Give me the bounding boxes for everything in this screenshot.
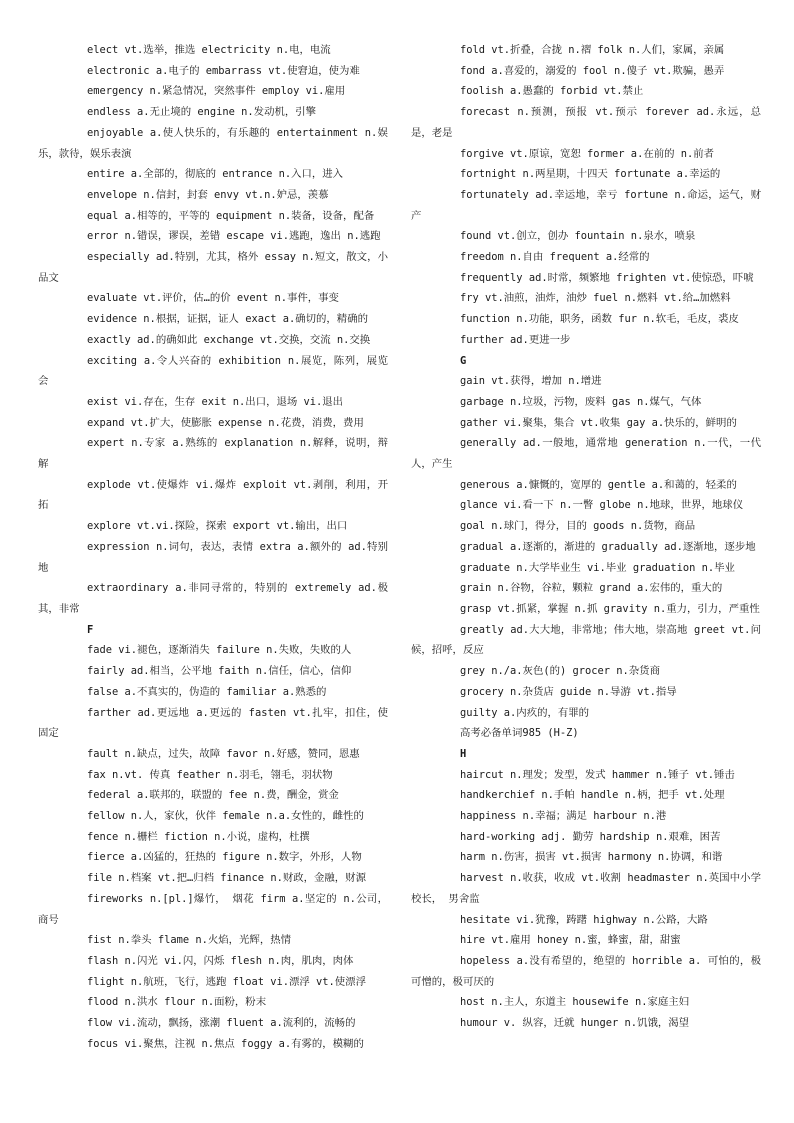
vocab-entry: generally ad.一般地，通常地 generation n.一代，一代人，产生 xyxy=(411,437,761,471)
vocab-entry: harvest n.收获，收成 vt.收割 headmaster n.英国中小学校长， 男舍监 xyxy=(411,872,761,905)
vocab-entry: frequently ad.时常，频繁地 frighten vt.使惊恐，吓唬 xyxy=(460,271,754,284)
vocab-entry: greatly ad.大大地，非常地；伟大地，崇高地 greet vt.问候，招呼，反应 xyxy=(411,623,761,657)
vocab-entry: grocery n.杂货店 guide n.导游 vt.指导 xyxy=(460,685,677,698)
vocab-entry: endless a.无止境的 engine n.发动机，引擎 xyxy=(87,106,317,119)
vocab-entry: farther ad.更远地 a.更远的 fasten vt.扎牢，扣住，使固定 xyxy=(38,706,388,740)
vocab-entry: false a.不真实的，伪造的 familiar a.熟悉的 xyxy=(87,685,327,698)
vocab-entry: forgive vt.原谅，宽恕 former a.在前的 n.前者 xyxy=(460,147,715,160)
vocab-entry: happiness n.幸福；满足 harbour n.港 xyxy=(460,810,667,823)
letter-heading: H xyxy=(460,747,467,760)
vocab-entry: fade vi.褪色，逐渐消失 failure n.失败，失败的人 xyxy=(87,644,352,657)
vocab-entry: explode vt.使爆炸 vi.爆炸 exploit vt.剥削，利用，开拓 xyxy=(38,478,388,512)
vocab-entry: grey n./a.灰色(的) grocer n.杂货商 xyxy=(460,665,660,678)
vocab-entry: evaluate vt.评价，估…的价 event n.事件，事变 xyxy=(87,292,339,305)
vocab-entry: forecast n.预测，预报 vt.预示 forever ad.永远，总是，老是 xyxy=(411,106,761,139)
vocab-entry: goal n.球门，得分，目的 goods n.货物，商品 xyxy=(460,520,696,533)
vocab-entry: host n.主人，东道主 housewife n.家庭主妇 xyxy=(460,996,690,1009)
vocab-entry: elect vt.选举，推选 electricity n.电，电流 xyxy=(87,44,331,56)
vocab-entry: exactly ad.的确如此 exchange vt.交换，交流 n.交换 xyxy=(87,333,371,346)
vocab-entry: equal a.相等的，平等的 equipment n.装备，设备，配备 xyxy=(87,209,375,222)
vocab-entry: fierce a.凶猛的，狂热的 figure n.数字，外形，人物 xyxy=(87,851,362,864)
vocab-entry: expression n.词句，表达，表情 extra a.额外的 ad.特别地 xyxy=(38,540,388,574)
vocab-entry: fault n.缺点，过失，故障 favor n.好感，赞同，恩惠 xyxy=(87,747,360,760)
vocab-entry: focus vi.聚焦，注视 n.焦点 foggy a.有雾的，模糊的 xyxy=(87,1037,364,1050)
vocab-entry: hopeless a.没有希望的，绝望的 horrible a. 可怕的，极可憎的，极可厌的 xyxy=(411,954,761,988)
vocab-entry: further ad.更进一步 xyxy=(460,333,571,346)
vocab-entry: found vt.创立，创办 fountain n.泉水，喷泉 xyxy=(460,230,696,243)
vocab-entry: function n.功能，职务，函数 fur n.软毛，毛皮，裘皮 xyxy=(460,313,739,326)
letter-heading: F xyxy=(87,623,94,636)
vocab-entry: enjoyable a.使人快乐的，有乐趣的 entertainment n.娱乐，款待，娱乐表演 xyxy=(38,126,388,160)
vocab-entry: envelope n.信封，封套 envy vt.n.妒忌，羡慕 xyxy=(87,188,329,201)
vocab-entry: hard-working adj. 勤劳 hardship n.艰难，困苦 xyxy=(460,830,721,843)
vocab-entry: evidence n.根据，证据，证人 exact a.确切的，精确的 xyxy=(87,313,368,326)
vocab-entry: humour v. 纵容，迁就 hunger n.饥饿，渴望 xyxy=(460,1017,690,1030)
vocab-entry: emergency n.紧急情况，突然事件 employ vi.雇用 xyxy=(87,85,346,98)
vocab-entry: extraordinary a.非同寻常的，特别的 extremely ad.极其，非常 xyxy=(38,582,388,615)
vocab-entry: federal a.联邦的，联盟的 fee n.费，酬金，赏金 xyxy=(87,789,339,802)
vocab-entry: exciting a.令人兴奋的 exhibition n.展览，陈列，展览会 xyxy=(38,354,388,388)
vocab-entry: error n.错误，谬误，差错 escape vi.逃跑，逸出 n.逃跑 xyxy=(87,230,381,243)
vocab-entry: flood n.洪水 flour n.面粉，粉末 xyxy=(87,996,267,1009)
vocab-entry: entire a.全部的，彻底的 entrance n.入口，进入 xyxy=(87,168,344,181)
vocab-entry: fairly ad.相当，公平地 faith n.信任，信心，信仰 xyxy=(87,665,352,678)
vocab-entry: foolish a.愚蠢的 forbid vt.禁止 xyxy=(460,85,644,98)
vocab-entry: fond a.喜爱的，溺爱的 fool n.傻子 vt.欺骗，愚弄 xyxy=(460,64,725,77)
vocab-entry: fist n.拳头 flame n.火焰，光辉，热情 xyxy=(87,934,291,947)
left-column xyxy=(38,40,388,1054)
vocab-entry: fortnight n.两星期，十四天 fortunate a.幸运的 xyxy=(460,168,721,181)
vocab-entry: flow vi.流动，飘扬，涨潮 fluent a.流利的，流畅的 xyxy=(87,1017,356,1030)
vocab-entry: fry vt.油煎，油炸，油炒 fuel n.燃料 vt.给…加燃料 xyxy=(460,292,731,305)
vocab-entry: fellow n.人，家伙，伙伴 female n.a.女性的，雌性的 xyxy=(87,810,364,823)
vocab-entry: explore vt.vi.探险，探索 export vt.输出，出口 xyxy=(87,520,348,533)
vocab-entry: fax n.vt. 传真 feather n.羽毛，翎毛，羽状物 xyxy=(87,768,333,781)
vocab-entry: harm n.伤害，损害 vt.损害 harmony n.协调，和谐 xyxy=(460,851,723,864)
vocab-entry: fold vt.折叠，合拢 n.褶 folk n.人们，家属，亲属 xyxy=(460,44,725,56)
vocab-entry: flight n.航班，飞行，逃跑 float vi.漂浮 vt.使漂浮 xyxy=(87,975,366,988)
vocab-entry: glance vi.看一下 n.一瞥 globe n.地球，世界，地球仪 xyxy=(460,499,744,512)
vocab-entry: handkerchief n.手帕 handle n.柄，把手 vt.处理 xyxy=(460,789,725,802)
vocab-entry: fortunately ad.幸运地，幸亏 fortune n.命运，运气，财产 xyxy=(411,188,761,222)
vocab-entry: fence n.栅栏 fiction n.小说，虚构，杜撰 xyxy=(87,830,310,843)
vocab-entry: gain vt.获得，增加 n.增进 xyxy=(460,375,602,388)
vocab-entry: electronic a.电子的 embarrass vt.使窘迫，使为难 xyxy=(87,64,360,77)
vocab-entry: file n.档案 vt.把…归档 finance n.财政，金融，财源 xyxy=(87,872,366,885)
vocab-entry: generous a.慷慨的，宽厚的 gentle a.和蔼的，轻柔的 xyxy=(460,478,737,491)
vocab-entry: grain n.谷物，谷粒，颗粒 grand a.宏伟的，重大的 xyxy=(460,582,723,595)
vocab-entry: hesitate vi.犹豫，踌躇 highway n.公路，大路 xyxy=(460,913,708,926)
vocab-entry: garbage n.垃圾，污物，废料 gas n.煤气，气体 xyxy=(460,395,702,408)
vocab-entry: especially ad.特别，尤其，格外 essay n.短文，散文，小品文 xyxy=(38,251,388,284)
right-column xyxy=(411,40,761,1034)
vocab-entry: expert n.专家 a.熟练的 explanation n.解释，说明，辩解 xyxy=(38,437,388,471)
vocab-entry: 高考必备单词985 (H-Z) xyxy=(460,727,579,740)
vocab-entry: grasp vt.抓紧，掌握 n.抓 gravity n.重力，引力，严重性 xyxy=(460,602,760,615)
letter-heading: G xyxy=(460,354,467,367)
vocab-entry: haircut n.理发；发型，发式 hammer n.锤子 vt.锤击 xyxy=(460,768,735,781)
vocab-entry: exist vi.存在，生存 exit n.出口，退场 vi.退出 xyxy=(87,395,344,408)
vocab-entry: gradual a.逐渐的，渐进的 gradually ad.逐渐地，逐步地 xyxy=(460,540,756,553)
vocab-entry: expand vt.扩大，使膨胀 expense n.花费，消费，费用 xyxy=(87,416,364,429)
vocab-entry: freedom n.自由 frequent a.经常的 xyxy=(460,251,650,264)
vocab-entry: graduate n.大学毕业生 vi.毕业 graduation n.毕业 xyxy=(460,561,735,574)
vocab-entry: flash n.闪光 vi.闪，闪烁 flesh n.肉，肌肉，肉体 xyxy=(87,954,354,967)
vocab-entry: hire vt.雇用 honey n.蜜，蜂蜜，甜，甜蜜 xyxy=(460,934,681,947)
vocab-entry: guilty a.内疚的，有罪的 xyxy=(460,706,590,719)
vocab-entry: fireworks n.[pl.]爆竹， 烟花 firm a.坚定的 n.公司，商号 xyxy=(38,892,388,926)
vocab-entry: gather vi.聚集，集合 vt.收集 gay a.快乐的，鲜明的 xyxy=(460,416,737,429)
